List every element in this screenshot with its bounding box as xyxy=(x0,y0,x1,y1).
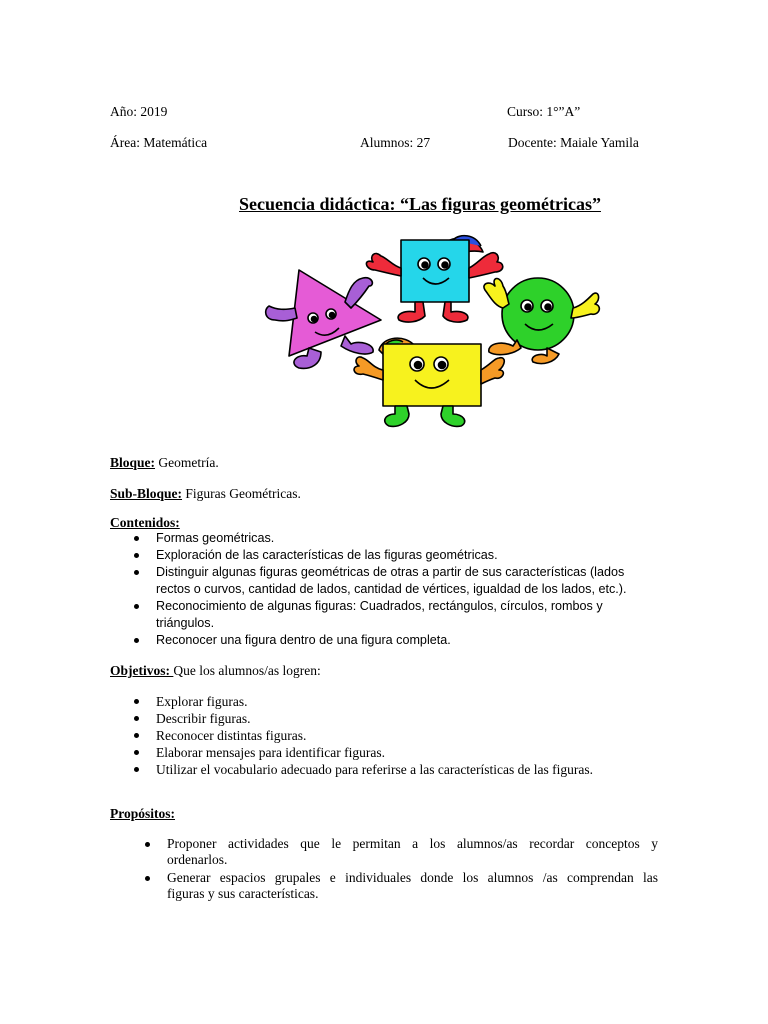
list-item: Elaborar mensajes para identificar figuras. xyxy=(110,744,670,761)
subbloque-line xyxy=(110,486,301,502)
list-item xyxy=(110,598,650,632)
propositos-list xyxy=(110,836,658,904)
page-title: Secuencia didáctica: “Las figuras geométricas” xyxy=(239,194,601,214)
bloque-line xyxy=(110,455,219,471)
list-item xyxy=(110,870,658,902)
list-item-line: ordenarlos. xyxy=(167,852,228,867)
list-item-line: Distinguir algunas figuras geométricas de otras a partir de sus características (lados xyxy=(156,565,625,579)
square-character-icon xyxy=(366,236,502,322)
subbloque-label: Sub-Bloque: xyxy=(110,486,183,501)
objetivos-list xyxy=(110,693,670,778)
contenidos-list xyxy=(110,530,650,649)
list-item xyxy=(110,836,658,868)
cartoon-shapes-illustration xyxy=(255,228,607,432)
bloque-value: Geometría. xyxy=(155,455,219,470)
objetivos-line xyxy=(110,663,321,679)
propositos-heading xyxy=(110,806,175,822)
list-item-line: Reconocimiento de algunas figuras: Cuadrados, rectángulos, círculos, rombos y xyxy=(156,599,603,613)
area-label: Área: Matemática xyxy=(110,135,208,150)
course-label: Curso: 1°”A” xyxy=(507,104,581,119)
contenidos-label: Contenidos: xyxy=(110,515,180,530)
list-item: Describir figuras. xyxy=(110,710,670,727)
list-item: Exploración de las características de las figuras geométricas. xyxy=(110,547,650,564)
list-item: Utilizar el vocabulario adecuado para referirse a las características de las figuras. xyxy=(110,761,670,778)
list-item-line: Generar espacios grupales e individuales donde los alumnos /as comprendan las xyxy=(167,870,658,885)
list-item: Reconocer una figura dentro de una figura completa. xyxy=(110,632,650,649)
list-item: Reconocer distintas figuras. xyxy=(110,727,670,744)
propositos-label: Propósitos: xyxy=(110,806,176,821)
list-item-line: triángulos. xyxy=(156,616,215,630)
list-item-line: figuras y sus características. xyxy=(167,886,319,901)
teacher-label: Docente: Maiale Yamila xyxy=(508,135,639,150)
bloque-label: Bloque: xyxy=(110,455,156,470)
rectangle-character-icon xyxy=(354,338,504,426)
contenidos-heading xyxy=(110,515,180,531)
objetivos-label: Objetivos: xyxy=(110,663,174,678)
triangle-character-icon xyxy=(266,270,381,368)
subbloque-value: Figuras Geométricas. xyxy=(182,486,301,501)
objetivos-intro: Que los alumnos/as logren: xyxy=(173,663,321,678)
circle-character-icon xyxy=(484,278,599,364)
list-item-line: Proponer actividades que le permitan a los alumnos/as recordar conceptos y xyxy=(167,836,658,851)
list-item: Formas geométricas. xyxy=(110,530,650,547)
list-item-line: rectos o curvos, cantidad de lados, cantidad de vértices, igualdad de los lados, etc.). xyxy=(156,582,627,596)
students-label: Alumnos: 27 xyxy=(360,135,431,150)
year-label: Año: 2019 xyxy=(110,104,168,119)
list-item: Explorar figuras. xyxy=(110,693,670,710)
list-item xyxy=(110,564,650,598)
